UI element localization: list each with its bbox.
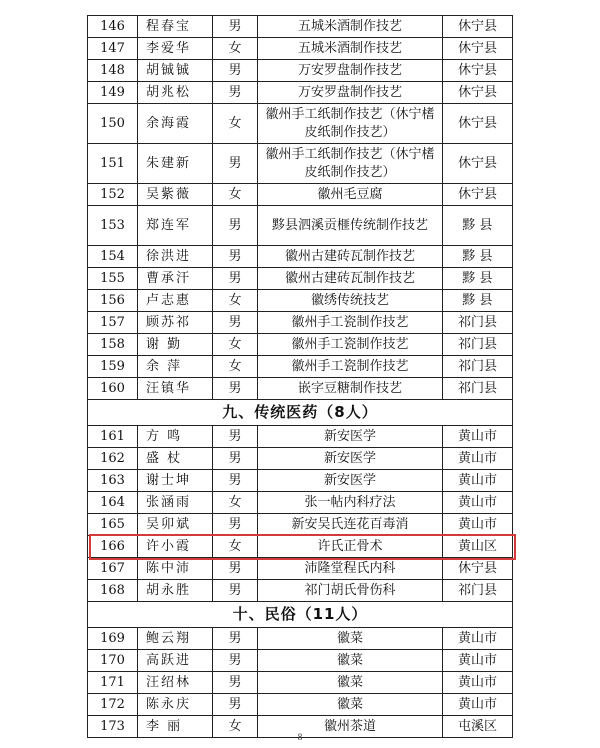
gender: 男: [213, 514, 258, 536]
region: 黄山市: [443, 672, 513, 694]
region: 休宁县: [443, 60, 513, 82]
region: 黟 县: [443, 268, 513, 290]
region: 黄山市: [443, 694, 513, 716]
gender: 男: [213, 580, 258, 602]
table-row: [88, 334, 513, 356]
table-row: [88, 60, 513, 82]
region: 黄山市: [443, 492, 513, 514]
row-number: 149: [88, 82, 138, 104]
person-name: 徐洪进: [138, 246, 213, 268]
row-number: 156: [88, 290, 138, 312]
row-number: 152: [88, 184, 138, 206]
table-row: [88, 144, 513, 184]
person-name: 方 鸣: [138, 426, 213, 448]
gender: 男: [213, 82, 258, 104]
gender: 男: [213, 378, 258, 400]
table-row: [88, 378, 513, 400]
row-number: 159: [88, 356, 138, 378]
row-number: 157: [88, 312, 138, 334]
row-number: 147: [88, 38, 138, 60]
person-name: 吴紫薇: [138, 184, 213, 206]
region: 休宁县: [443, 104, 513, 144]
person-name: 陈永庆: [138, 694, 213, 716]
gender: 男: [213, 672, 258, 694]
region: 黟 县: [443, 246, 513, 268]
gender: 男: [213, 60, 258, 82]
gender: 女: [213, 716, 258, 738]
row-number: 151: [88, 144, 138, 184]
row-number: 173: [88, 716, 138, 738]
table-row: [88, 312, 513, 334]
row-number: 148: [88, 60, 138, 82]
region: 黟 县: [443, 206, 513, 246]
project-name: 新安医学: [258, 426, 443, 448]
person-name: 李爱华: [138, 38, 213, 60]
project-name: 万安罗盘制作技艺: [258, 60, 443, 82]
gender: 女: [213, 356, 258, 378]
row-number: 165: [88, 514, 138, 536]
project-name: 新安医学: [258, 470, 443, 492]
table-row: [88, 470, 513, 492]
gender: 男: [213, 628, 258, 650]
project-name: 徽州古建砖瓦制作技艺: [258, 268, 443, 290]
project-name: 徽菜: [258, 628, 443, 650]
row-number: 150: [88, 104, 138, 144]
gender: 男: [213, 448, 258, 470]
row-number: 155: [88, 268, 138, 290]
project-name: 许氏正骨术: [258, 536, 443, 558]
project-name: 徽州手工纸制作技艺（休宁榰皮纸制作技艺）: [258, 104, 443, 144]
row-number: 163: [88, 470, 138, 492]
person-name: 程春宝: [138, 16, 213, 38]
project-name: 嵌字豆糖制作技艺: [258, 378, 443, 400]
row-number: 170: [88, 650, 138, 672]
row-number: 169: [88, 628, 138, 650]
person-name: 高跃进: [138, 650, 213, 672]
person-name: 许小霞: [138, 536, 213, 558]
project-name: 徽菜: [258, 672, 443, 694]
project-name: 徽州茶道: [258, 716, 443, 738]
table-row: [88, 82, 513, 104]
gender: 男: [213, 268, 258, 290]
region: 黄山市: [443, 650, 513, 672]
project-name: 徽菜: [258, 650, 443, 672]
table-row: [88, 38, 513, 60]
row-number: 172: [88, 694, 138, 716]
row-number: 146: [88, 16, 138, 38]
row-number: 158: [88, 334, 138, 356]
row-number: 164: [88, 492, 138, 514]
region: 祁门县: [443, 356, 513, 378]
region: 黄山区: [443, 536, 513, 558]
table-row: [88, 492, 513, 514]
row-number: 161: [88, 426, 138, 448]
region: 休宁县: [443, 38, 513, 60]
region: 休宁县: [443, 82, 513, 104]
region: 休宁县: [443, 144, 513, 184]
person-name: 汪镇华: [138, 378, 213, 400]
table-row: [88, 268, 513, 290]
project-name: 五城米酒制作技艺: [258, 16, 443, 38]
row-number: 167: [88, 558, 138, 580]
person-name: 余海霞: [138, 104, 213, 144]
gender: 女: [213, 290, 258, 312]
region: 黟 县: [443, 290, 513, 312]
person-name: 朱建新: [138, 144, 213, 184]
row-number: 168: [88, 580, 138, 602]
person-name: 胡永胜: [138, 580, 213, 602]
row-number: 166: [88, 536, 138, 558]
project-name: 徽菜: [258, 694, 443, 716]
page-number: 8: [297, 732, 303, 742]
table-row: [88, 694, 513, 716]
gender: 女: [213, 104, 258, 144]
region: 休宁县: [443, 184, 513, 206]
gender: 女: [213, 334, 258, 356]
gender: 女: [213, 536, 258, 558]
row-number: 154: [88, 246, 138, 268]
gender: 男: [213, 312, 258, 334]
person-name: 陈中沛: [138, 558, 213, 580]
region: 祁门县: [443, 580, 513, 602]
person-name: 李 丽: [138, 716, 213, 738]
table-body: [88, 16, 513, 738]
person-name: 张涵雨: [138, 492, 213, 514]
project-name: 万安罗盘制作技艺: [258, 82, 443, 104]
table-row: [88, 514, 513, 536]
gender: 男: [213, 16, 258, 38]
row-number: 160: [88, 378, 138, 400]
region: 黄山市: [443, 448, 513, 470]
project-name: 五城米酒制作技艺: [258, 38, 443, 60]
gender: 男: [213, 650, 258, 672]
table-row: [88, 184, 513, 206]
person-name: 郑连军: [138, 206, 213, 246]
row-number: 171: [88, 672, 138, 694]
table-row: [88, 104, 513, 144]
section-header-row: [88, 602, 513, 628]
region: 祁门县: [443, 334, 513, 356]
person-name: 顾苏祁: [138, 312, 213, 334]
region: 休宁县: [443, 558, 513, 580]
table-row: [88, 628, 513, 650]
gender: 男: [213, 144, 258, 184]
project-name: 徽州毛豆腐: [258, 184, 443, 206]
table-row: [88, 426, 513, 448]
project-name: 徽州手工瓷制作技艺: [258, 334, 443, 356]
table-row: [88, 246, 513, 268]
region: 黄山市: [443, 470, 513, 492]
gender: 女: [213, 184, 258, 206]
project-name: 祁门胡氏骨伤科: [258, 580, 443, 602]
region: 祁门县: [443, 312, 513, 334]
person-name: 曹承汗: [138, 268, 213, 290]
gender: 男: [213, 694, 258, 716]
table-row: [88, 290, 513, 312]
person-name: 鲍云翔: [138, 628, 213, 650]
region: 黄山市: [443, 514, 513, 536]
project-name: 徽州手工瓷制作技艺: [258, 312, 443, 334]
region: 屯溪区: [443, 716, 513, 738]
person-name: 胡铖铖: [138, 60, 213, 82]
table-row: [88, 206, 513, 246]
person-name: 吴卯斌: [138, 514, 213, 536]
section-title: 十、民俗（11人）: [88, 602, 513, 628]
project-name: 徽州手工纸制作技艺（休宁榰皮纸制作技艺）: [258, 144, 443, 184]
gender: 男: [213, 426, 258, 448]
gender: 女: [213, 38, 258, 60]
table-row: [88, 558, 513, 580]
person-name: 胡兆松: [138, 82, 213, 104]
table-row: [88, 536, 513, 558]
gender: 男: [213, 558, 258, 580]
person-name: 余 萍: [138, 356, 213, 378]
table-row: [88, 448, 513, 470]
table-row: [88, 650, 513, 672]
project-name: 新安吴氏连花百毒消: [258, 514, 443, 536]
region: 黄山市: [443, 628, 513, 650]
region: 休宁县: [443, 16, 513, 38]
person-name: 盛 杖: [138, 448, 213, 470]
gender: 女: [213, 492, 258, 514]
table-row: [88, 580, 513, 602]
table-row: [88, 356, 513, 378]
gender: 男: [213, 246, 258, 268]
table-row: [88, 16, 513, 38]
project-name: 张一帖内科疗法: [258, 492, 443, 514]
region: 祁门县: [443, 378, 513, 400]
inheritor-table: [87, 15, 513, 738]
person-name: 卢志惠: [138, 290, 213, 312]
project-name: 沛隆堂程氏内科: [258, 558, 443, 580]
region: 黄山市: [443, 426, 513, 448]
project-name: 徽州手工瓷制作技艺: [258, 356, 443, 378]
project-name: 徽州古建砖瓦制作技艺: [258, 246, 443, 268]
person-name: 汪绍林: [138, 672, 213, 694]
project-name: 黟县泗溪贡榧传统制作技艺: [258, 206, 443, 246]
section-title: 九、传统医药（8人）: [88, 400, 513, 426]
gender: 男: [213, 470, 258, 492]
person-name: 谢 勤: [138, 334, 213, 356]
section-header-row: [88, 400, 513, 426]
row-number: 162: [88, 448, 138, 470]
project-name: 新安医学: [258, 448, 443, 470]
document-page: [87, 15, 512, 738]
project-name: 徽绣传统技艺: [258, 290, 443, 312]
table-row: [88, 672, 513, 694]
gender: 男: [213, 206, 258, 246]
row-number: 153: [88, 206, 138, 246]
person-name: 谢士坤: [138, 470, 213, 492]
